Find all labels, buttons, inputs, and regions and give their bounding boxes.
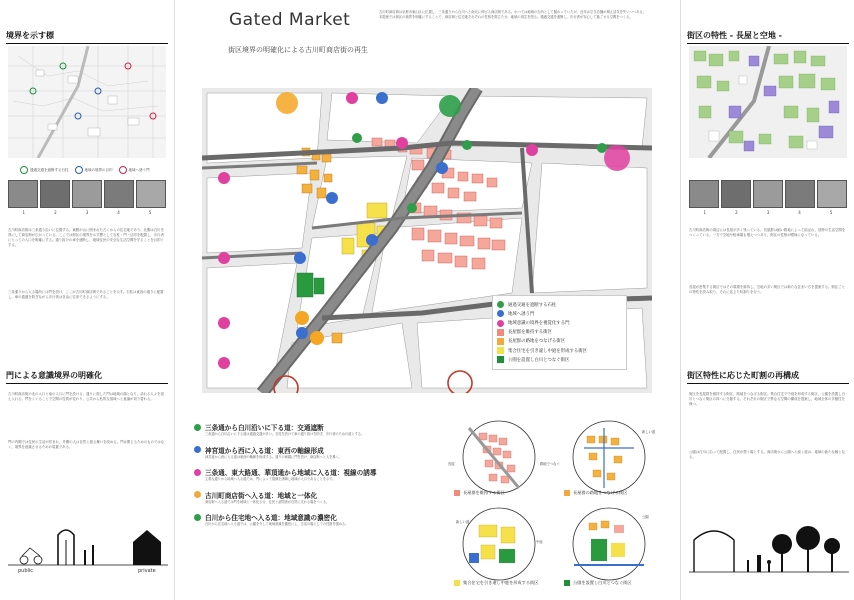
diagram-annotation: 長屋 [448, 462, 455, 466]
legend-item-gate: 地域へ誘う門 [119, 166, 150, 174]
design-point-title: 白川から住宅地へ入る道：地域意識の濃密化 [205, 514, 337, 523]
gate-description: 古川町商店街の北の入口と南の入口に門を設ける。通りに面した門は地域の顔となり、訪れる人々を迎え入れる。門をくぐることで空間の性質が変わり、公共から私的な領域へと意識が切り替わる。 [8, 392, 164, 401]
photo-thumbnail [721, 180, 751, 208]
photo-number: 3 [766, 210, 770, 215]
gate-description-2: 門の内側では住民の生活が営まれ、外側の人は自然と振る舞いを改める。門は閉じるためのものではなく、境界を意識させるための装置である。 [8, 440, 165, 449]
design-point [194, 512, 449, 527]
section-title-block-character: 街区の特性 - 長屋と空地 - [687, 30, 849, 44]
photo-thumbnail [8, 180, 38, 208]
boundary-map [8, 46, 166, 158]
section-title-reconfiguration: 街区特性に応じた町割の再構成 [687, 370, 849, 384]
main-site-map [202, 88, 652, 393]
boundary-photo-strip [8, 180, 166, 208]
photo-thumbnail [753, 180, 783, 208]
legend-item-pillar: 通過交通を遮断する石柱 [20, 166, 69, 174]
photo-number: 2 [54, 210, 57, 215]
map-legend-item: 地域意識の境界を視覚化する門 [497, 320, 622, 327]
block-description: 古川町商店街の周辺には長屋が多く残っている。長屋群は細い路地によって結ばれ、独特の生活空間をつくっている。一方で空地や駐車場も増えつつあり、街区の性格が曖昧になっている。 [689, 228, 846, 237]
block-character-map [689, 46, 847, 158]
diagram-caption: 長屋群の路地をつなげる街区 [564, 490, 627, 496]
design-point-title: 三条通から白川沿いに下る道：交通遮断 [205, 424, 324, 432]
diagram-caption: 集合住宅を引き違し中庭を形成する街区 [454, 580, 538, 586]
photo-numbers [8, 210, 166, 215]
diagram-annotation: 路地でつなぐ [540, 462, 560, 466]
diagram-caption: 長屋群を維持する街区 [454, 490, 505, 496]
map-legend-item: 公園を設置し白川とつなぐ街区 [497, 356, 622, 363]
intro-text: 古川町商店街は京都市東山区に位置し、三条通りから白川へと南北に伸びる商店街である。かつては地域の台所として賑わっていたが、近年は空き店舗が増え活気を失いつつある。本提案では街区の境界を明確にすることで、商店街と住宅地それぞれの性格を際立たせ、地域の再生を図る。通過交通を遮断し、歩行者が安心して過ごせる空間をつくる。 [379, 10, 647, 19]
map-legend-item: 集合住宅を引き違し中庭を形成する街区 [497, 347, 622, 354]
reconfiguration-description-2: 公園は白川に沿って配置し、住民が憩う場とする。商店街から公園へと続く道は、地域の新たな軸となる。 [689, 450, 845, 459]
photo-number: 4 [117, 210, 120, 215]
map-legend-item: 長屋群を維持する街区 [497, 329, 622, 336]
photo-number: 4 [798, 210, 801, 215]
design-point [194, 422, 449, 437]
design-point-title: 神宮道から西に入る道：東西の軸線形成 [205, 446, 324, 455]
photo-number: 5 [829, 210, 833, 215]
diagram-annotation: 新しい道 [642, 430, 656, 434]
photo-thumbnail [136, 180, 166, 208]
design-point [194, 467, 449, 482]
design-point-body: 神宮道から西に入る道は東西の軸線を形成する。通りの両端に門を設け、商店街へと人を導く。 [205, 454, 342, 459]
photo-thumbnail [817, 180, 847, 208]
diagram-annotation: 新しい道 [456, 520, 470, 524]
boundary-legend [20, 166, 150, 174]
photo-thumbnail [40, 180, 70, 208]
center-panel [184, 0, 670, 600]
boundary-description-2: 三条通りから入る場所には門を設け、ここが古川町商店街であることを示す。石柱は東西の通りに配置し、車の通過を防ぎながら歩行者は自由に往来できるようにする。 [8, 290, 164, 299]
photo-number: 3 [85, 210, 89, 215]
design-point-title: 古川町商店街へ入る道：地域と一体化 [205, 491, 318, 500]
legend-item-marker: 地域の境界の目印 [75, 166, 113, 174]
photo-thumbnail [785, 180, 815, 208]
photo-number: 1 [22, 210, 26, 215]
page-subtitle: 街区境界の明確化による古川町商店街の再生 [228, 46, 368, 54]
diagram-caption: 公園を設置し白川とつなぐ街区 [564, 580, 632, 586]
design-point-title: 三条通、東大路通、華頂通から地域に入る道：視線の誘導 [205, 469, 377, 478]
photo-thumbnail [72, 180, 102, 208]
map-legend-item: 長屋群の路地をつなげる街区 [497, 338, 622, 345]
design-point-body: 三条通から白川沿いに下る道は通過交通が多い。石柱を設けて車の通り抜けを防ぎ、歩行者のための道とする。 [205, 432, 365, 436]
diagram-annotation: 公園 [642, 515, 649, 519]
boundary-description: 古川町商店街は三条通り沿いに位置する。東側が山に囲まれた古くからの住宅地であり、北側は白川を背にして商店街が広がっている。ここでは街区の境界を示す標として石柱・門・目印を配置し、歩行者にとっての入口を明確にする。通り抜けの車を遮断し、地域住民の安全な生活空間を守ることを目的とする。 [8, 228, 164, 247]
page-title: Gated Market [229, 10, 351, 30]
design-point-body: 商店街へ入る道では門を地域と一体化させ、住民と訪問者が自然に交わる場をつくる。 [205, 499, 330, 504]
block-diagram-courtyard-housing [449, 505, 549, 583]
photo-numbers [689, 210, 847, 215]
reconfiguration-description: 街区を長屋群を維持する街区、路地をつなげる街区、集合住宅で中庭を形成する街区、公園を設置し白川とつなぐ街区の四つに分類する。それぞれの街区で異なる空間の構成を提案し、地域全体の多様性を保つ。 [689, 392, 845, 406]
photo-thumbnail [104, 180, 134, 208]
photo-number: 5 [148, 210, 152, 215]
design-point-body: 主要な通りから地域へ入る道では、門によって視線を誘導し地域の入口であることを示す。 [205, 477, 336, 482]
design-point [194, 445, 449, 460]
private-label: private [138, 568, 156, 574]
map-legend [492, 295, 627, 370]
design-points-list [194, 422, 449, 535]
block-photo-strip [689, 180, 847, 208]
block-description-2: 長屋が密集する街区ではその環境を維持し、空地の多い街区では新たな住まい方を提案する。街区ごとの特性を読み取り、それに応じた町割りを行う。 [689, 285, 845, 294]
design-point-body: 白川から住宅地へ入る道では、公園を介して地域意識を濃密にし、生活の場としての性格を強める。 [205, 522, 349, 527]
block-diagram-row-houses [449, 418, 549, 496]
section-title-gate-boundary: 門による意識境界の明確化 [6, 370, 168, 384]
left-panel [0, 0, 175, 600]
right-panel [680, 0, 854, 600]
public-label: public [18, 568, 34, 574]
design-point [194, 490, 449, 505]
photo-number: 1 [703, 210, 707, 215]
map-legend-item: 地域へ誘う門 [497, 310, 622, 317]
photo-thumbnail [689, 180, 719, 208]
park-section-drawing [689, 520, 849, 580]
section-title-boundary-markers: 境界を示す標 [6, 30, 168, 44]
photo-number: 2 [735, 210, 738, 215]
map-legend-item: 通過交通を遮断する石柱 [497, 301, 622, 308]
diagram-annotation: 中庭 [536, 540, 543, 544]
